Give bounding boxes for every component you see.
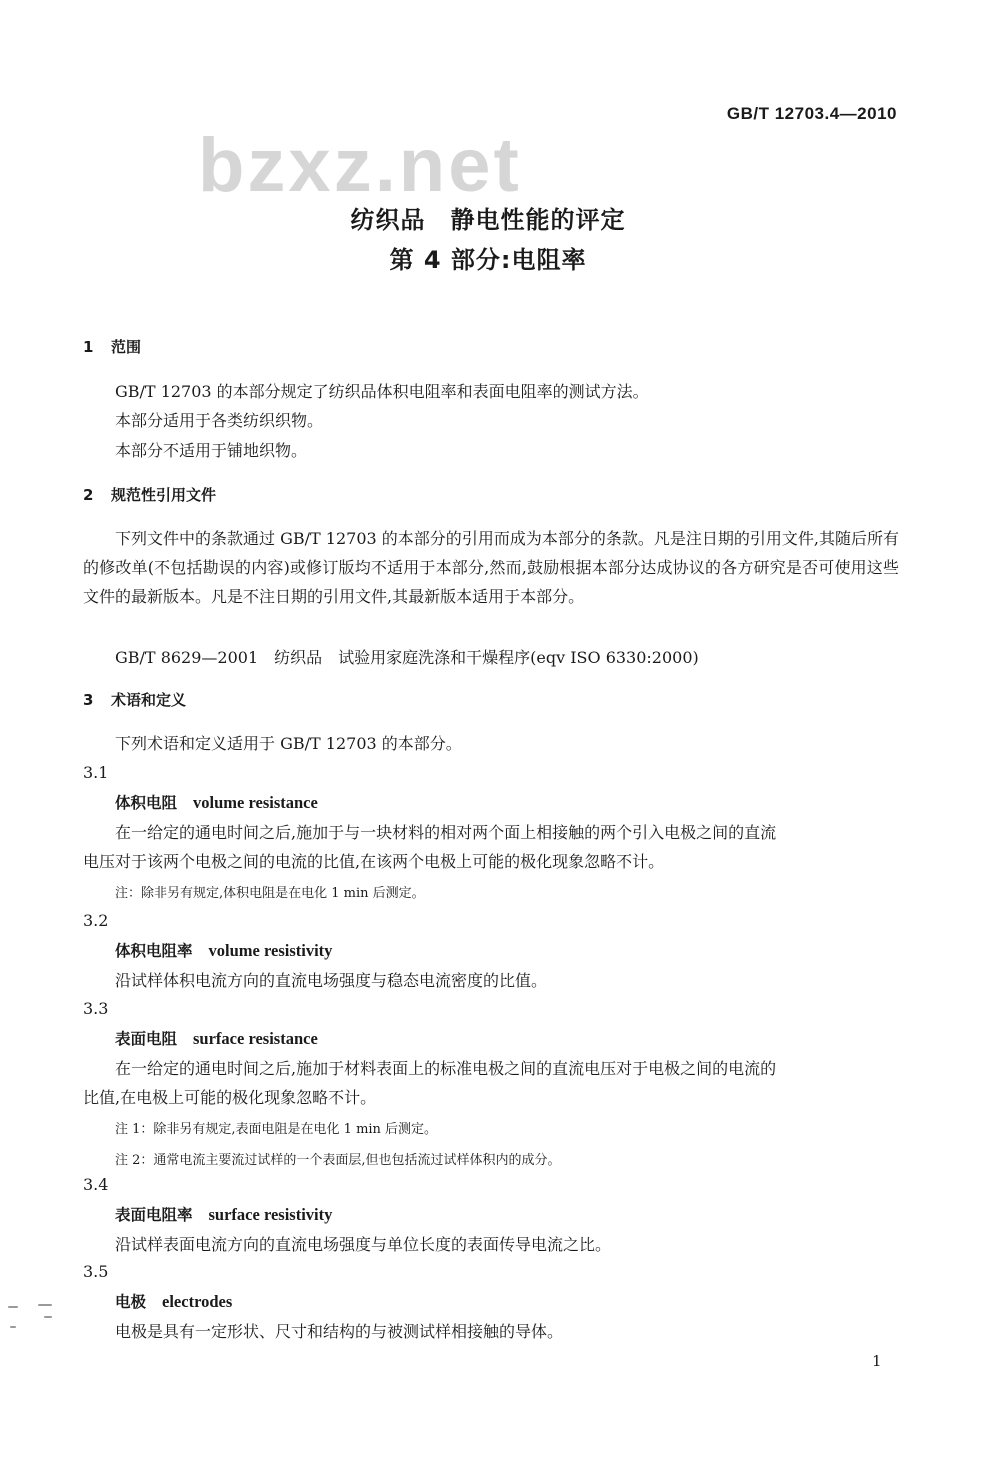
scan-artifact (38, 1304, 52, 1306)
note: 注 2：通常电流主要流过试样的一个表面层,但也包括流过试样体积内的成分。 (115, 1153, 561, 1168)
watermark: bzxz.net (198, 123, 522, 208)
term-entry (115, 1292, 232, 1312)
term-chinese: 表面电阻 (115, 1029, 178, 1048)
document-subtitle: 第 4 部分:电阻率 (389, 246, 587, 274)
section-3-heading (83, 690, 186, 710)
definition: 比值,在电极上可能的极化现象忽略不计。 (83, 1088, 377, 1107)
standard-code: GB/T 12703.4—2010 (726, 104, 897, 123)
term-english: electrodes (162, 1292, 233, 1311)
term-entry (115, 1029, 318, 1049)
definition: 电极是具有一定形状、尺寸和结构的与被测试样相接触的导体。 (115, 1322, 564, 1341)
scan-artifact (10, 1326, 16, 1328)
paragraph: 下列文件中的条款通过 GB/T 12703 的本部分的引用而成为本部分的条款。凡是注日期的引用文件,其随后所有的修改单(不包括勘误的内容)或修订版均不适用于本部分,然而,鼓励根据本部分达成协议的各方研究是否可使用这些文件的最新版本。凡是不注日期的引用文件,其最新版本适用于本部分。 (83, 529, 899, 606)
section-title: 术语和定义 (111, 691, 187, 709)
reference-item: GB/T 8629—2001 纺织品 试验用家庭洗涤和干燥程序(eqv ISO 6330:2000) (115, 648, 699, 667)
document-title: 纺织品 静电性能的评定 (350, 206, 626, 234)
paragraph: 本部分适用于各类纺织织物。 (115, 411, 324, 430)
term-english: volume resistance (193, 793, 318, 812)
term-chinese: 表面电阻率 (115, 1205, 193, 1224)
definition: 沿试样体积电流方向的直流电场强度与稳态电流密度的比值。 (115, 971, 548, 990)
page-number: 1 (872, 1352, 882, 1370)
section-title: 规范性引用文件 (111, 486, 217, 504)
definition: 沿试样表面电流方向的直流电场强度与单位长度的表面传导电流之比。 (115, 1235, 612, 1254)
term-chinese: 电极 (115, 1292, 147, 1311)
note: 注 1：除非另有规定,表面电阻是在电化 1 min 后测定。 (115, 1122, 438, 1137)
section-1-heading (83, 337, 141, 357)
note: 注：除非另有规定,体积电阻是在电化 1 min 后测定。 (115, 886, 425, 901)
term-chinese: 体积电阻率 (115, 941, 193, 960)
paragraph: 本部分不适用于铺地织物。 (115, 441, 308, 460)
term-english: surface resistivity (208, 1205, 333, 1224)
term-entry (115, 941, 332, 961)
term-english: volume resistivity (208, 941, 333, 960)
clause-number: 3.1 (83, 763, 109, 782)
definition: 电压对于该两个电极之间的电流的比值,在该两个电极上可能的极化现象忽略不计。 (83, 852, 665, 871)
paragraph: GB/T 12703 的本部分规定了纺织品体积电阻率和表面电阻率的测试方法。 (115, 382, 649, 401)
clause-number: 3.2 (83, 911, 109, 930)
clause-number: 3.4 (83, 1175, 109, 1194)
paragraph: 下列术语和定义适用于 GB/T 12703 的本部分。 (115, 734, 462, 753)
term-entry (115, 1205, 332, 1225)
term-english: surface resistance (193, 1029, 318, 1048)
section-title: 范围 (111, 338, 142, 356)
definition: 在一给定的通电时间之后,施加于与一块材料的相对两个面上相接触的两个引入电极之间的直流 (115, 823, 777, 842)
section-number: 1 (83, 338, 94, 356)
section-2-heading (83, 485, 216, 505)
scan-artifact (8, 1306, 18, 1308)
section-number: 2 (83, 486, 94, 504)
clause-number: 3.3 (83, 999, 109, 1018)
clause-number: 3.5 (83, 1262, 109, 1281)
definition: 在一给定的通电时间之后,施加于材料表面上的标准电极之间的直流电压对于电极之间的电流的 (115, 1059, 777, 1078)
scan-artifact (44, 1316, 52, 1318)
term-chinese: 体积电阻 (115, 793, 178, 812)
term-entry (115, 793, 318, 813)
section-number: 3 (83, 691, 94, 709)
